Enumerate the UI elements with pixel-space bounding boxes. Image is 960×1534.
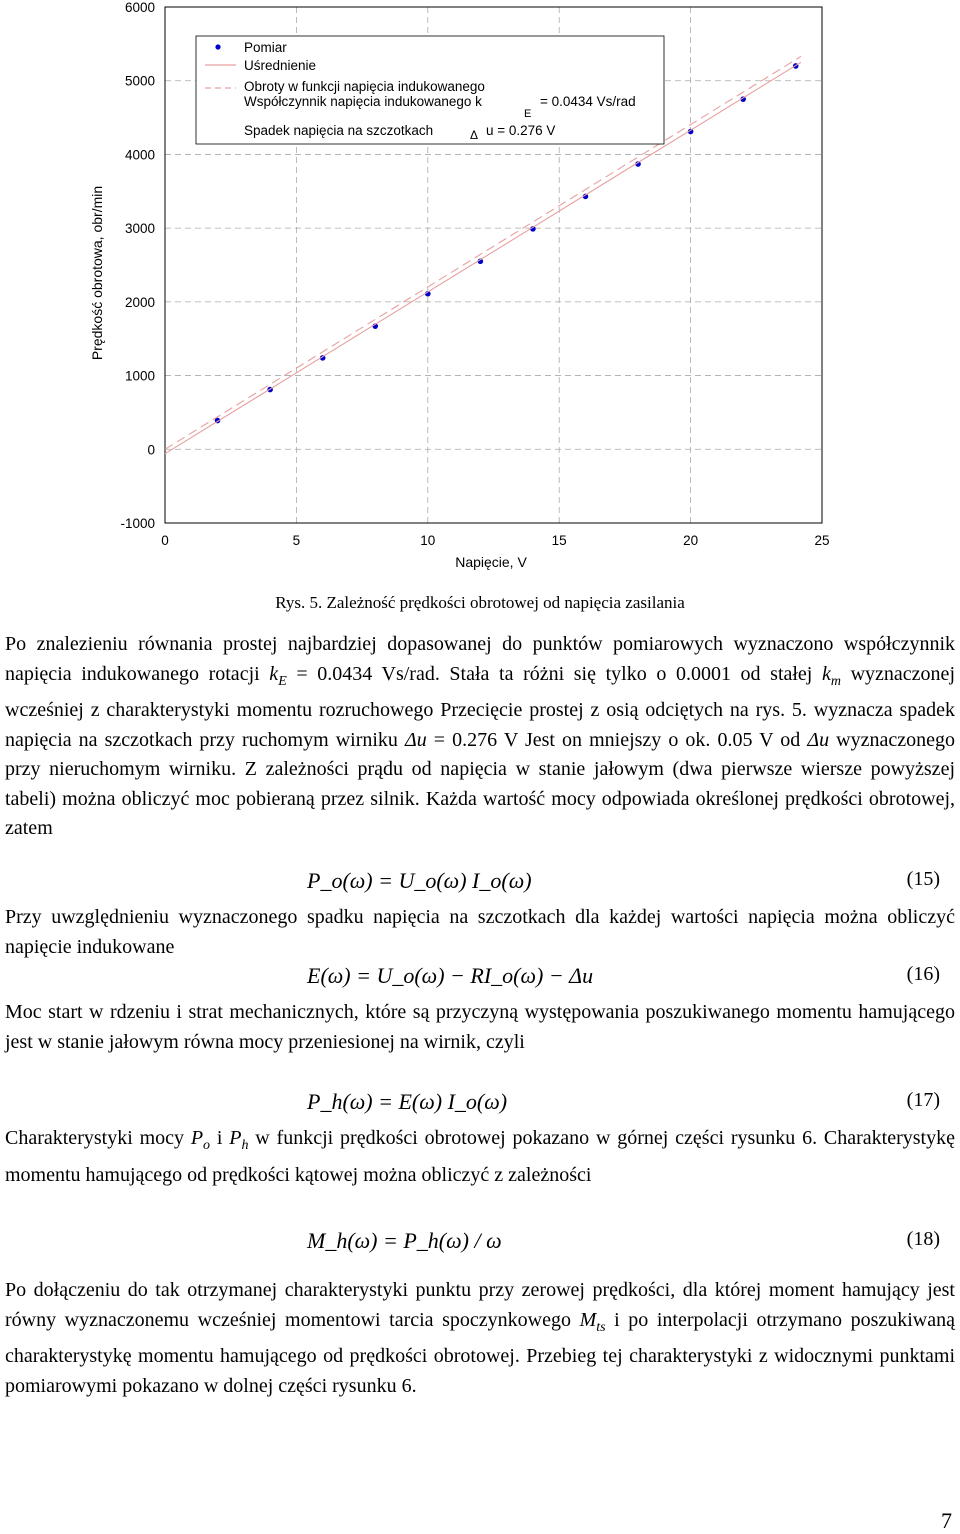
y-tick-label: 5000 xyxy=(124,73,155,89)
x-tick-label: 10 xyxy=(420,533,436,548)
page-number: 7 xyxy=(941,1508,952,1533)
y-tick-label: 1000 xyxy=(124,368,155,384)
x-tick-label: 5 xyxy=(292,533,301,548)
paragraph-5: Po dołączeniu do tak otrzymanej charakterystyki punktu przy zerowej prędkości, dla której moment hamujący jest równy wyznaczonemu wcześniej momentowi tarcia spoczynkowego $M_{ts}$ i po interpolacji otrzymano poszukiwaną charakterystykę momentu hamującego od prędkości obrotowej. Przebieg tej charakterystyki z widocznymi punktami pomiarowymi pokazano w dolnej części rysunku 6. xyxy=(5,1279,955,1397)
legend-label-pomiar: Pomiar xyxy=(244,40,287,55)
legend-label-wspolczynnik: Współczynnik napięcia indukowanego k xyxy=(244,94,482,109)
legend-label-wspolczynnik-value: = 0.0434 Vs/rad xyxy=(540,94,636,109)
y-tick-label: -1000 xyxy=(120,516,155,531)
x-tick-label: 0 xyxy=(161,533,169,548)
y-axis-label: Prędkość obrotowa, obr/min xyxy=(89,185,105,361)
legend-label-wspolczynnik-sub: E xyxy=(524,108,532,120)
paragraph-3: Moc start w rdzeniu i strat mechanicznych, które są przyczyną występowania poszukiwanego momentu hamującego jest w stanie jałowym równa mocy przeniesionej na wirnik, czyli xyxy=(5,1001,955,1053)
y-tick-label: 2000 xyxy=(124,294,155,310)
x-tick-label: 20 xyxy=(683,533,699,548)
y-tick-label: 0 xyxy=(147,442,155,458)
paragraph-2: Przy uwzględnieniu wyznaczonego spadku napięcia na szczotkach dla każdej wartości napięcia można obliczyć napięcie indukowane xyxy=(5,906,955,958)
x-axis-label: Napięcie, V xyxy=(455,554,527,570)
y-tick-label: 4000 xyxy=(124,147,155,163)
paragraph-4: Charakterystyki mocy $P_o$ i $P_h$ w funkcji prędkości obrotowej pokazano w górnej części rysunku 6. Charakterystykę momentu hamującego od prędkości kątowej można obliczyć z zależności xyxy=(5,1127,955,1186)
x-tick-label: 15 xyxy=(551,533,567,548)
legend-label-usrednienie: Uśrednienie xyxy=(244,58,317,73)
legend-marker-pomiar xyxy=(215,44,220,49)
legend xyxy=(196,36,664,144)
legend-label-obroty: Obroty w funkcji napięcia indukowanego xyxy=(244,79,485,94)
figure-caption: Rys. 5. Zależność prędkości obrotowej od napięcia zasilania xyxy=(275,593,685,612)
paragraph-1: Po znalezieniu równania prostej najbardziej dopasowanej do punktów pomiarowych wyznaczono współczynnik napięcia indukowanego rotacji $k_E = 0.0434$ Vs/rad. Stała ta różni się tylko o 0.0001 od stałej $k_m$ wyznaczonej wcześniej z charakterystyki momentu rozruchowego Przecięcie prostej z osią odciętych na rys. 5. wyznacza spadek napięcia na szczotkach przy ruchomym wirniku Δu = 0.276 V Jest on mniejszy o ok. 0.05 V od Δu wyznaczonego przy nieruchomym wirniku. Z zależności prądu od napięcia w stanie jałowym (dwa pierwsze wiersze powyższej tabeli) można obliczyć moc pobieraną przez silnik. Każda wartość mocy odpowiada określonej prędkości obrotowej, zatem xyxy=(5,633,955,839)
chart xyxy=(0,0,960,580)
legend-label-spadek: Spadek napięcia na szczotkach xyxy=(244,123,434,138)
legend-label-spadek-delta: Δ xyxy=(470,128,479,142)
y-tick-label: 6000 xyxy=(124,0,155,15)
x-tick-label: 25 xyxy=(814,533,830,548)
legend-label-spadek-value: u = 0.276 V xyxy=(486,123,556,138)
y-tick-label: 3000 xyxy=(124,221,155,237)
